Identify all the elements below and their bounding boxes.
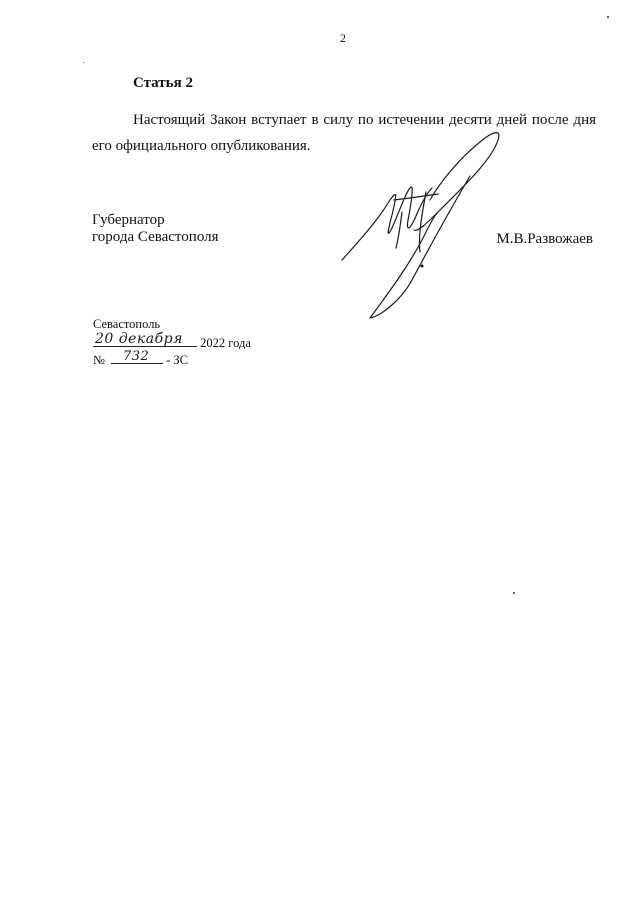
article-body: Настоящий Закон вступает в силу по истечении десяти дней после дня его официального опубликования. (92, 112, 596, 154)
signatory-title-line2: города Севастополя (92, 229, 219, 245)
article-heading: Статья 2 (133, 75, 193, 91)
number-blank (111, 350, 163, 364)
place-date-block (93, 316, 251, 367)
number-suffix: - ЗС (166, 353, 188, 367)
signatory-name: М.В.Развожаев (496, 231, 593, 247)
scan-speck (513, 592, 515, 594)
handwritten-date: 20 декабря (95, 331, 183, 347)
year-suffix: 2022 года (200, 336, 251, 350)
place-name: Севастополь (93, 317, 161, 331)
handwritten-signature (330, 120, 520, 325)
number-prefix: № (93, 353, 105, 367)
date-blank (93, 333, 197, 347)
page-number: 2 (340, 31, 346, 45)
signatory-title-line1: Губернатор (92, 212, 165, 228)
handwritten-number: 732 (122, 349, 150, 364)
scan-speck (607, 16, 609, 18)
signatory-title (92, 212, 219, 246)
date-line (93, 333, 251, 350)
number-line (93, 350, 251, 367)
scan-speck (83, 62, 84, 63)
